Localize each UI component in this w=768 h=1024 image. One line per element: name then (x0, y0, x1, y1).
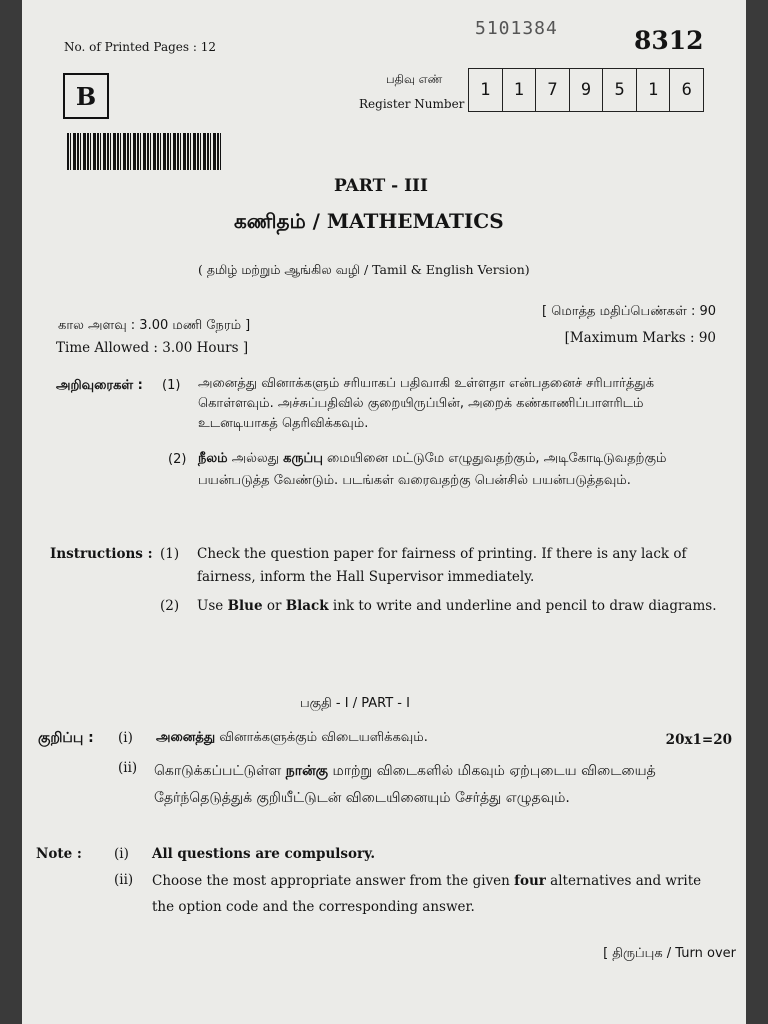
register-digit: 1 (503, 69, 537, 111)
instructions-en-item-1: Check the question paper for fairness of printing. If there is any lack of fairness, inform the Hall Supervisor immediately. (197, 546, 687, 585)
register-digit: 1 (637, 69, 671, 111)
instructions-en-item-2 (197, 595, 727, 618)
note-en-item-i: All questions are compulsory. (152, 846, 376, 862)
note-en-num-i: (i) (114, 846, 129, 862)
or-ta: அல்லது (227, 451, 284, 466)
instructions-en-item-2-rest: ink to write and underline and pencil to draw diagrams. (328, 598, 717, 614)
note-ta-item-i-rest: வினாக்களுக்கும் விடையளிக்கவும். (215, 730, 428, 745)
note-ta-item-ii-pre: கொடுக்கப்பட்டுள்ள (154, 763, 286, 779)
all-ta-bold: அனைத்து (156, 730, 216, 745)
blue-ink-ta: நீலம் (198, 451, 228, 466)
note-en-num-ii: (ii) (114, 872, 134, 888)
register-digit: 7 (536, 69, 570, 111)
instructions-ta-num-2: (2) (168, 452, 187, 467)
note-ta-item-ii (154, 758, 704, 812)
turn-over-text: [ திருப்புக / Turn over (603, 946, 736, 961)
time-allowed-en: Time Allowed : 3.00 Hours ] (56, 340, 249, 356)
instructions-en-label: Instructions : (50, 546, 153, 562)
black-ink-ta: கருப்பு (283, 451, 323, 466)
max-marks-ta: [ மொத்த மதிப்பெண்கள் : 90 (542, 304, 716, 319)
time-allowed-ta: கால அளவு : 3.00 மணி நேரம் ] (58, 318, 251, 333)
register-digit: 1 (469, 69, 503, 111)
register-number-box (468, 68, 704, 112)
version-line: ( தமிழ் மற்றும் ஆங்கில வழி / Tamil & English Version) (198, 262, 530, 277)
four-en-bold: four (514, 873, 546, 889)
black-ink-en: Black (285, 598, 329, 614)
series-box (63, 73, 109, 119)
paper-code: 8312 (634, 26, 704, 55)
instructions-ta-item-2-rest: மையினை மட்டுமே எழுதுவதற்கும், அடிகோடிடுவதற்கும் பயன்படுத்த வேண்டும். படங்கள் வரைவதற்கு பென்சில் பயன்படுத்தவும். (198, 451, 667, 488)
register-label-ta: பதிவு எண் (386, 72, 443, 86)
note-en-item-ii (152, 868, 712, 920)
subject-title: கணிதம் / MATHEMATICS (234, 209, 504, 233)
register-digit: 9 (570, 69, 604, 111)
turn-over (603, 945, 736, 962)
serial-number: 5101384 (475, 18, 558, 39)
instructions-en-num-1: (1) (160, 546, 180, 562)
part-title: PART - III (334, 176, 428, 196)
note-ta-num-ii: (ii) (118, 760, 138, 776)
part1-heading (300, 695, 410, 712)
instructions-ta-item-1: அனைத்து வினாக்களும் சரியாகப் பதிவாகி உள்ளதா என்பதனைச் சரிபார்த்துக் கொள்ளவும். அச்சுப்பதிவில் குறையிருப்பின், அறைக் கண்காணிப்பாளரிடம் உடனடியாகத் தெரிவிக்கவும். (198, 376, 655, 431)
note-en-item-ii-pre: Choose the most appropriate answer from the given (152, 873, 515, 889)
printed-pages: No. of Printed Pages : 12 (64, 40, 216, 54)
note-ta-num-i: (i) (118, 730, 133, 746)
barcode-icon (67, 133, 222, 170)
or-en: or (262, 598, 286, 614)
series-letter: B (75, 81, 97, 111)
note-ta-item-ii-post: மாற்று விடைகளில் மிகவும் ஏற்புடைய விடையைத் தேர்ந்தெடுத்துக் குறியீட்டுடன் விடையினையும் சேர்த்து எழுதவும். (154, 763, 656, 806)
exam-page (22, 0, 746, 1024)
part1-heading-text: பகுதி - I / PART - I (300, 696, 410, 711)
blue-ink-en: Blue (227, 598, 263, 614)
register-digit: 6 (681, 80, 692, 100)
register-label-en: Register Number (359, 97, 465, 111)
max-marks-en: [Maximum Marks : 90 (564, 330, 716, 346)
instructions-ta-num-1: (1) (162, 378, 181, 393)
note-en-item-ii-post: alternatives and write the option code and the corresponding answer. (152, 873, 702, 915)
instructions-en-num-2: (2) (160, 598, 180, 614)
part1-marks: 20x1=20 (665, 732, 732, 748)
note-ta-label: குறிப்பு : (38, 730, 94, 746)
instructions-ta-item-2 (198, 448, 718, 492)
four-ta-bold: நான்கு (285, 763, 328, 779)
note-en-label: Note : (36, 846, 82, 862)
instructions-ta-label: அறிவுரைகள் : (56, 378, 143, 393)
note-ta-item-i (156, 730, 428, 746)
use-text: Use (197, 598, 228, 614)
register-digit: 5 (603, 69, 637, 111)
